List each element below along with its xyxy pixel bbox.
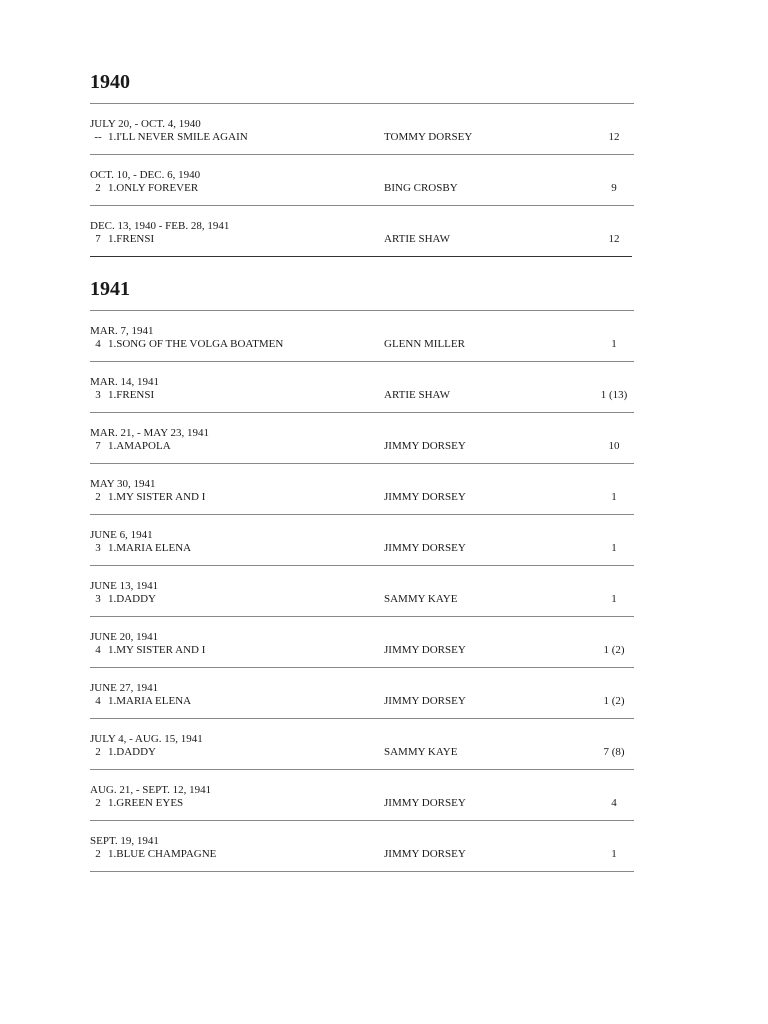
entry-artist: ARTIE SHAW [384, 233, 450, 245]
entry-date: JUNE 6, 1941 [90, 529, 153, 541]
entry-artist: BING CROSBY [384, 182, 458, 194]
entry-date: JUNE 13, 1941 [90, 580, 159, 592]
entry-artist: JIMMY DORSEY [384, 848, 466, 860]
entry-title: 1.MY SISTER AND I [108, 644, 206, 656]
entry-artist: GLENN MILLER [384, 338, 465, 350]
entry-weeks: 4 [95, 338, 101, 350]
chart-entry [90, 104, 634, 154]
entry-weeks: 7 [95, 233, 101, 245]
entry-artist: JIMMY DORSEY [384, 542, 466, 554]
entry-title: 1.ONLY FOREVER [108, 182, 199, 194]
entry-artist: JIMMY DORSEY [384, 695, 466, 707]
entry-peak: 1 [611, 848, 617, 860]
entry-weeks: 3 [95, 389, 101, 401]
entry-peak: 1 [611, 593, 617, 605]
chart-entry [90, 566, 634, 616]
entry-peak: 10 [608, 440, 620, 452]
entry-weeks: -- [94, 131, 102, 143]
entry-title: 1.BLUE CHAMPAGNE [108, 848, 217, 860]
year-section-1941 [90, 257, 634, 872]
entry-peak: 9 [611, 182, 617, 194]
entry-peak: 12 [608, 131, 620, 143]
chart-entry [90, 617, 634, 667]
entry-title: 1.I'LL NEVER SMILE AGAIN [108, 131, 248, 143]
entry-peak: 7 (8) [603, 746, 625, 758]
entry-date: JUNE 27, 1941 [90, 682, 159, 694]
entry-peak: 1 (2) [603, 644, 625, 656]
chart-entry [90, 821, 634, 871]
entry-title: 1.AMAPOLA [108, 440, 171, 452]
entry-weeks: 4 [95, 644, 101, 656]
entry-weeks: 3 [95, 593, 101, 605]
entry-weeks: 3 [95, 542, 101, 554]
entry-weeks: 7 [95, 440, 101, 452]
chart-entry [90, 362, 634, 412]
entry-title: 1.FRENSI [108, 389, 155, 401]
entry-artist: ARTIE SHAW [384, 389, 450, 401]
entry-peak: 1 [611, 491, 617, 503]
chart-entry [90, 311, 634, 361]
entry-date: SEPT. 19, 1941 [90, 835, 159, 847]
entry-date: AUG. 21, - SEPT. 12, 1941 [90, 784, 212, 796]
entry-date: MAR. 7, 1941 [90, 325, 154, 337]
entry-artist: JIMMY DORSEY [384, 491, 466, 503]
entry-peak: 12 [608, 233, 620, 245]
entry-artist: SAMMY KAYE [384, 593, 458, 605]
entry-weeks: 4 [95, 695, 101, 707]
chart-entry [90, 719, 634, 769]
divider [90, 871, 634, 872]
entry-weeks: 2 [95, 797, 101, 809]
entry-title: 1.FRENSI [108, 233, 155, 245]
chart-entry [90, 464, 634, 514]
entry-peak: 4 [611, 797, 617, 809]
entry-weeks: 2 [95, 746, 101, 758]
chart-entry [90, 668, 634, 718]
entry-artist: JIMMY DORSEY [384, 644, 466, 656]
entry-title: 1.MARIA ELENA [108, 542, 192, 554]
entry-title: 1.MY SISTER AND I [108, 491, 206, 503]
chart-entry [90, 770, 634, 820]
year-heading: 1940 [90, 71, 130, 93]
entry-date: JULY 20, - OCT. 4, 1940 [90, 118, 201, 130]
chart-entry [90, 155, 634, 205]
entry-artist: JIMMY DORSEY [384, 797, 466, 809]
chart-entry [90, 413, 634, 463]
chart-entry [90, 206, 634, 256]
entry-title: 1.MARIA ELENA [108, 695, 192, 707]
entry-date: JULY 4, - AUG. 15, 1941 [90, 733, 203, 745]
entry-date: DEC. 13, 1940 - FEB. 28, 1941 [90, 220, 230, 232]
entry-date: JUNE 20, 1941 [90, 631, 159, 643]
year-heading: 1941 [90, 278, 130, 300]
entry-peak: 1 [611, 338, 617, 350]
entry-weeks: 2 [95, 491, 101, 503]
entry-artist: TOMMY DORSEY [384, 131, 473, 143]
year-section-1940 [90, 0, 634, 257]
entry-weeks: 2 [95, 182, 101, 194]
entry-title: 1.DADDY [108, 746, 156, 758]
entry-peak: 1 [611, 542, 617, 554]
entry-weeks: 2 [95, 848, 101, 860]
entry-title: 1.GREEN EYES [108, 797, 184, 809]
entry-title: 1.SONG OF THE VOLGA BOATMEN [108, 338, 284, 350]
entry-date: MAY 30, 1941 [90, 478, 156, 490]
entry-date: MAR. 21, - MAY 23, 1941 [90, 427, 209, 439]
chart-history-document [90, 0, 634, 872]
entry-artist: JIMMY DORSEY [384, 440, 466, 452]
chart-entry [90, 515, 634, 565]
entry-artist: SAMMY KAYE [384, 746, 458, 758]
entry-title: 1.DADDY [108, 593, 156, 605]
entry-date: MAR. 14, 1941 [90, 376, 160, 388]
entry-peak: 1 (13) [600, 389, 628, 401]
entry-peak: 1 (2) [603, 695, 625, 707]
entry-date: OCT. 10, - DEC. 6, 1940 [90, 169, 201, 181]
